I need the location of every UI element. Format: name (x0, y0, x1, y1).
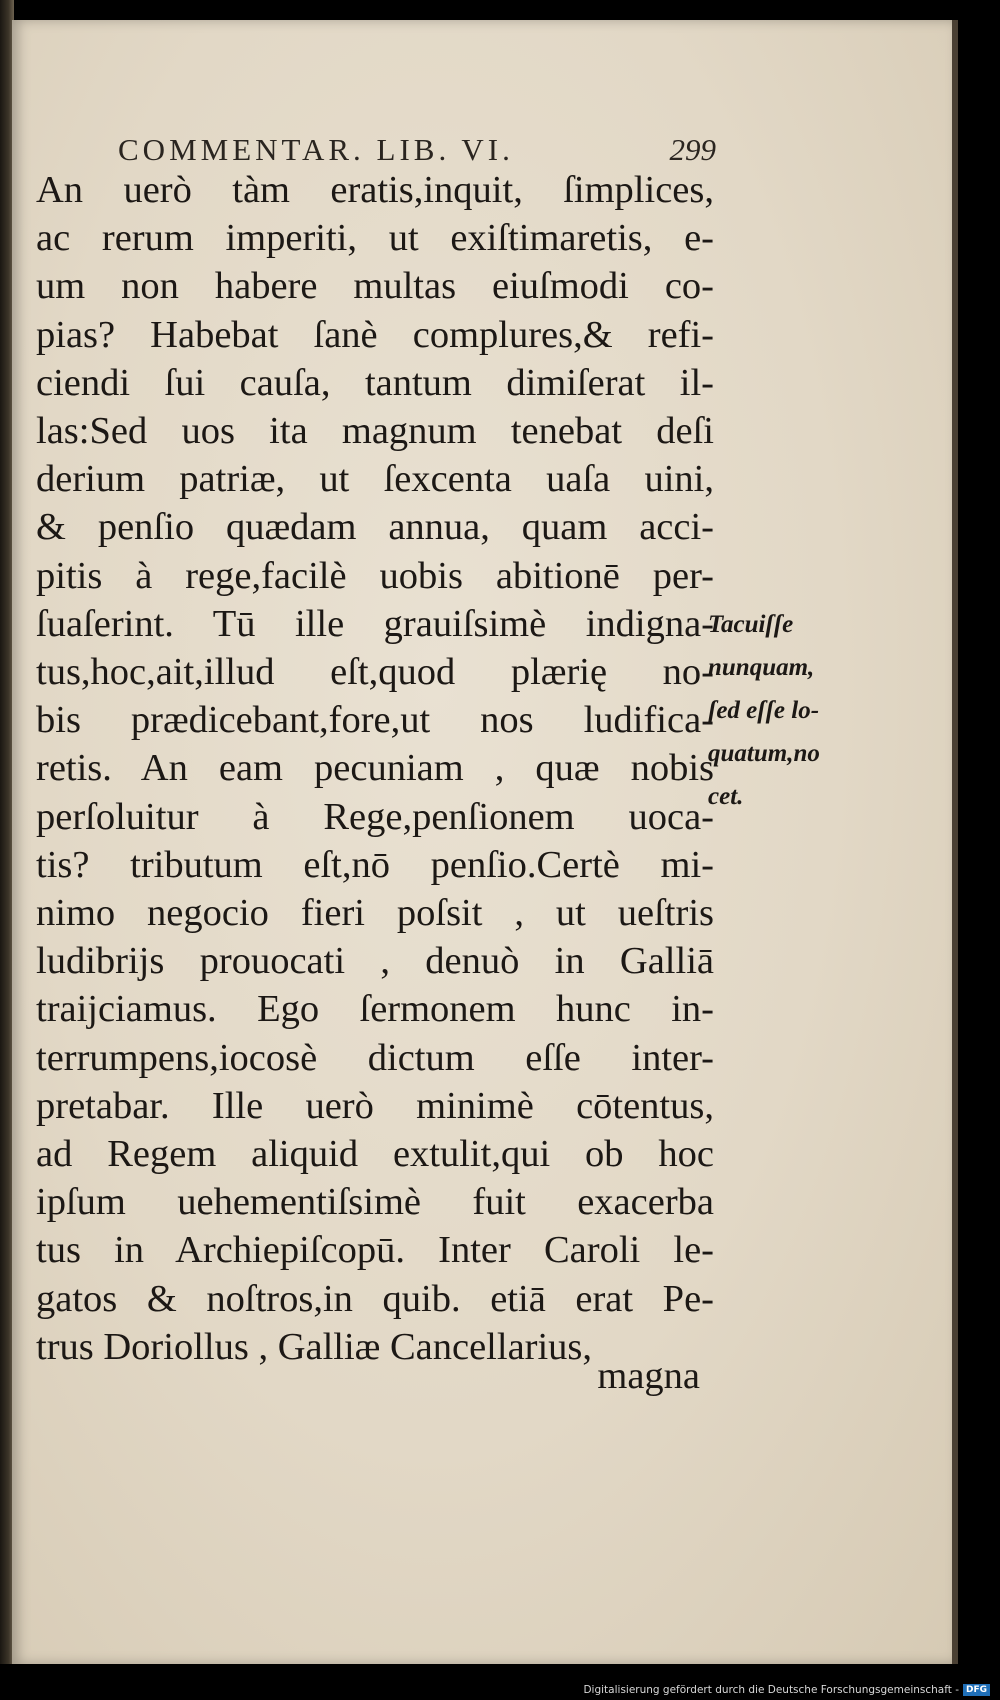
text-line: pias? Habebat ſanè complures,& refi- (36, 313, 714, 356)
text-line: ludibrijs prouocati , denuò in Galliā (36, 940, 714, 983)
marginal-line: Tacuiſſe (708, 611, 794, 638)
text-line: trus Doriollus , Galliæ Cancellarius, (36, 1325, 593, 1368)
text-line: retis. An eam pecuniam , quæ nobis (36, 747, 714, 790)
text-line: tus,hoc,ait,illud eſt,quod plærię no- (36, 651, 714, 694)
running-title: COMMENTAR. LIB. VI. (118, 132, 514, 167)
text-line: ciendi ſui cauſa, tantum dimiſerat il- (36, 361, 714, 404)
text-line: ac rerum imperiti, ut exiſtimaretis, e- (36, 217, 714, 260)
text-line: An uerò tàm eratis,inquit, ſimplices, (36, 169, 714, 211)
marginal-line: cet. (708, 783, 744, 810)
catchword: magna (597, 1355, 700, 1397)
text-line: terrumpens,iocosè dictum eſſe inter- (36, 1036, 714, 1079)
text-line: perſoluitur à Rege,penſionem uoca- (36, 795, 714, 838)
main-text (36, 166, 714, 1371)
digitization-credit (583, 1684, 990, 1696)
text-line: ad Regem aliquid extulit,qui ob hoc (36, 1133, 714, 1176)
dfg-logo: DFG (963, 1684, 990, 1696)
text-line: gatos & noſtros,in quib. etiā erat Pe- (36, 1277, 714, 1320)
credit-text: Digitalisierung gefördert durch die Deutsche Forschungsgemeinschaft - (583, 1684, 959, 1696)
text-line: & penſio quædam annua, quam acci- (36, 506, 714, 549)
marginal-line: quatum,no (708, 740, 820, 767)
text-line: nimo negocio fieri poſsit , ut ueſtris (36, 892, 714, 935)
marginal-line: nunquam, (708, 654, 815, 681)
text-line: ſuaſerint. Tū ille grauiſsimè indigna- (36, 602, 714, 645)
text-line: ipſum uehementiſsimè fuit exacerba (36, 1181, 714, 1224)
text-line: tis? tributum eſt,nō penſio.Certè mi- (36, 843, 714, 886)
text-line: pitis à rege,facilè uobis abitionē per- (36, 554, 714, 597)
marginal-note (708, 603, 868, 818)
text-line: derium patriæ, ut ſexcenta uaſa uini, (36, 458, 714, 501)
marginal-line: ſed eſſe lo- (708, 697, 820, 724)
text-line: um non habere multas eiuſmodi co- (36, 265, 714, 308)
text-line: pretabar. Ille uerò minimè cōtentus, (36, 1084, 714, 1127)
text-line: traijciamus. Ego ſermonem hunc in- (36, 988, 714, 1031)
text-line: las:Sed uos ita magnum tenebat deſi (36, 410, 714, 453)
text-line: tus in Archiepiſcopū. Inter Caroli le- (36, 1229, 714, 1272)
text-line: bis prædicebant,fore,ut nos ludifica- (36, 699, 714, 742)
page-number: 299 (669, 132, 716, 167)
